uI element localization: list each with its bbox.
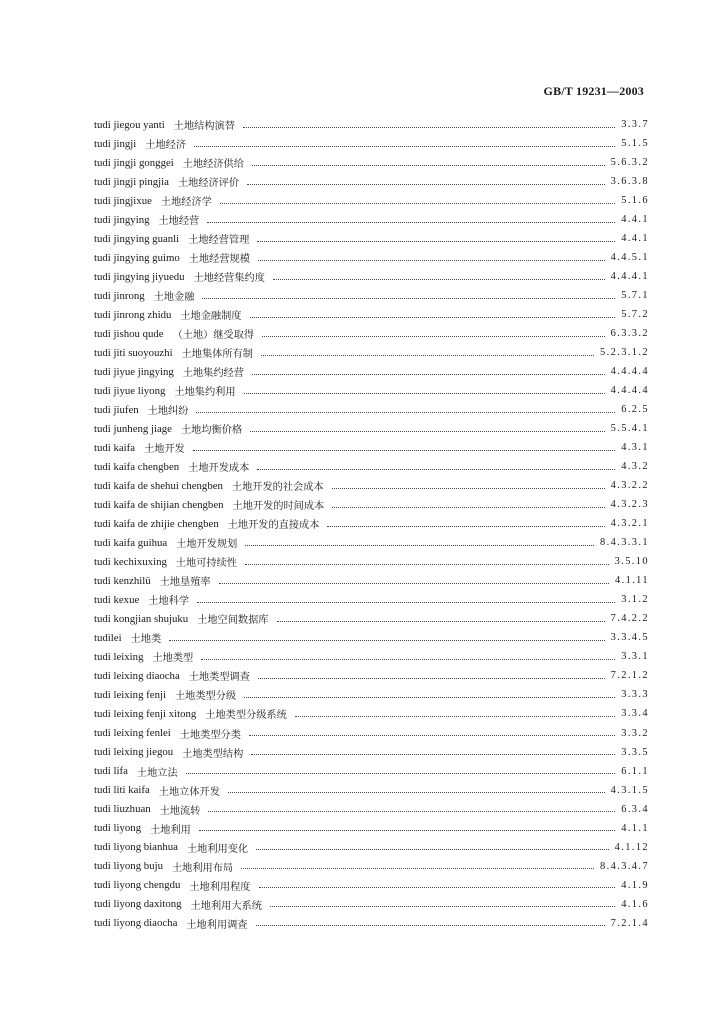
entry-pinyin: tudi kaifa guihua [94,536,168,549]
index-entry [94,704,649,723]
index-entry [94,457,649,476]
entry-term: 土地流转 [159,805,201,817]
entry-term: 土地经营 [158,216,200,228]
entry-term: 土地类型结构 [182,748,244,760]
entry-reference: 6.3.4 [621,803,649,815]
entry-reference: 4.4.4.1 [610,271,649,283]
entry-pinyin: tudi jingjixue [94,194,152,207]
entry-pinyin: tudi liyong diaocha [94,917,178,930]
entry-term: （土地）继受取得 [172,330,255,342]
entry-term: 土地类型 [152,653,194,665]
dot-leader [245,563,609,565]
page-header-standard-code: GB/T 19231—2003 [543,84,644,98]
entry-pinyin: tudi jiti suoyouzhi [94,346,173,359]
entry-pinyin: tudi kaifa [94,441,136,454]
entry-reference: 4.3.2.3 [610,499,649,511]
entry-pinyin: tudi leixing jiegou [94,746,174,759]
entry-term: 土地利用大系统 [190,900,262,912]
entry-pinyin: tudi jingying guanli [94,232,180,245]
index-entry [94,305,649,324]
entry-pinyin: tudi jiegou yanti [94,118,165,131]
index-entry [94,685,649,704]
entry-term: 土地空间数据库 [197,615,269,627]
index-entry [94,400,649,419]
index-entry [94,324,649,343]
entry-term: 土地经济 [145,140,187,152]
entry-term: 土地开发的直接成本 [227,520,320,532]
index-entry [94,381,649,400]
dot-leader [250,430,605,432]
index-entry [94,210,649,229]
index-list [94,115,649,933]
index-entry [94,533,649,552]
entry-term: 土地可持续性 [175,558,237,570]
entry-pinyin: tudi liyong chengdu [94,879,181,892]
entry-term: 土地结构演替 [173,121,235,132]
index-entry [94,647,649,666]
index-entry [94,514,649,533]
dot-leader [243,126,615,128]
entry-pinyin: tudi jiyue liyong [94,384,166,397]
entry-term: 土地立体开发 [158,786,220,798]
entry-reference: 7.4.2.2 [610,613,649,625]
dot-leader [207,221,615,223]
entry-reference: 4.4.4.4 [610,366,649,378]
entry-pinyin: tudi jishou qude [94,327,164,340]
entry-term: 土地类型调查 [188,672,250,684]
dot-leader [219,582,609,584]
index-entry [94,762,649,781]
dot-leader [196,411,615,413]
entry-reference: 4.3.2 [621,461,649,473]
entry-reference: 3.3.7 [621,119,649,130]
index-entry [94,743,649,762]
entry-term: 土地集约利用 [174,387,236,399]
dot-leader [193,449,615,451]
entry-reference: 4.1.6 [621,898,649,910]
entry-term: 土地科学 [148,596,190,608]
entry-reference: 3.3.4 [621,708,649,720]
entry-pinyin: tudi kechixuxing [94,555,167,568]
entry-term: 土地开发 [144,444,185,456]
index-entry [94,419,649,438]
dot-leader [252,164,605,166]
entry-reference: 4.3.2.1 [610,518,649,530]
dot-leader [262,335,605,337]
entry-pinyin: tudi kenzhilü [94,574,151,587]
index-entry [94,819,649,838]
dot-leader [332,506,604,508]
index-entry [94,495,649,514]
index-entry [94,286,649,305]
index-entry [94,666,649,685]
entry-reference: 3.3.3 [621,689,649,701]
index-entry [94,724,649,743]
entry-pinyin: tudi jiufen [94,403,139,416]
index-entry [94,476,649,495]
entry-pinyin: tudi kaifa de shehui chengben [94,479,223,492]
dot-leader [332,487,605,489]
entry-term: 土地开发的社会成本 [231,482,324,494]
entry-pinyin: tudi liyong daxitong [94,898,182,911]
dot-leader [256,848,609,850]
entry-reference: 7.2.1.4 [610,917,649,929]
index-entry [94,857,649,876]
entry-reference: 4.4.5.1 [610,252,649,264]
entry-term: 土地集体所有制 [181,349,253,361]
entry-reference: 5.7.1 [621,290,649,302]
dot-leader [241,867,594,869]
entry-term: 土地利用 [150,824,191,836]
entry-reference: 3.6.3.8 [610,176,649,188]
entry-pinyin: tudi leixing [94,650,144,663]
entry-pinyin: tudi leixing diaocha [94,669,180,682]
entry-pinyin: tudi liyong bianhua [94,841,178,854]
entry-pinyin: tudi leixing fenji xitong [94,707,197,720]
dot-leader [257,468,615,470]
index-entry [94,838,649,857]
entry-reference: 4.3.2.2 [610,480,649,492]
entry-term: 土地金融 [153,292,195,304]
entry-reference: 3.3.1 [621,651,649,663]
entry-pinyin: tudi liyong [94,822,142,835]
dot-leader [208,810,615,812]
entry-term: 土地均衡价格 [180,425,243,437]
entry-pinyin: tudi liuzhuan [94,803,151,816]
entry-pinyin: tudi kexue [94,593,140,606]
entry-pinyin: tudi jingji pingjia [94,175,169,188]
entry-reference: 5.1.5 [621,138,649,150]
entry-reference: 4.4.1 [621,233,649,245]
entry-reference: 4.3.1 [621,442,649,454]
entry-term: 土地纠纷 [147,406,189,418]
entry-pinyin: tudi jingying jiyuedu [94,270,185,283]
dot-leader [202,297,615,299]
index-entry [94,172,649,191]
index-entry [94,248,649,267]
entry-term: 土地垦殖率 [159,577,211,589]
dot-leader [261,354,594,356]
entry-pinyin: tudi jingying [94,213,150,226]
dot-leader [201,658,615,660]
index-entry [94,362,649,381]
dot-leader [277,620,605,622]
index-entry [94,876,649,895]
entry-term: 土地利用调查 [186,919,248,931]
entry-pinyin: tudi jingji [94,137,137,150]
dot-leader [194,145,615,147]
dot-leader [270,905,615,907]
entry-reference: 3.3.5 [621,746,649,758]
dot-leader [273,278,605,280]
entry-term: 土地金融制度 [180,311,242,323]
index-entry [94,134,649,153]
entry-pinyin: tudi liti kaifa [94,784,150,797]
entry-pinyin: tudi jinrong zhidu [94,308,172,321]
entry-pinyin: tudi jinrong [94,289,145,302]
dot-leader [251,753,615,755]
index-entry [94,552,649,571]
entry-reference: 6.1.1 [621,765,649,777]
dot-leader [259,886,616,888]
entry-term: 土地立法 [136,767,178,779]
index-entry [94,895,649,914]
entry-reference: 3.1.2 [621,594,649,606]
entry-term: 土地类 [130,634,162,646]
index-entry [94,571,649,590]
entry-reference: 6.2.5 [621,404,649,416]
entry-reference: 4.4.4.4 [610,385,649,397]
index-entry [94,343,649,362]
dot-leader [249,734,615,736]
entry-reference: 4.1.12 [614,841,649,853]
index-entry [94,153,649,172]
dot-leader [220,202,615,204]
entry-pinyin: tudi liyong buju [94,860,163,873]
entry-pinyin: tudi junheng jiage [94,422,172,435]
entry-reference: 8.4.3.4.7 [600,860,649,872]
dot-leader [250,316,616,318]
entry-reference: 4.1.1 [621,822,649,834]
index-entry [94,438,649,457]
entry-term: 土地开发规划 [176,539,238,551]
entry-term: 土地利用程度 [189,881,251,893]
dot-leader [244,696,615,698]
entry-pinyin: tudi kaifa de shijian chengben [94,498,224,511]
entry-term: 土地开发的时间成本 [232,501,325,513]
dot-leader [256,924,605,926]
index-entry [94,628,649,647]
entry-reference: 4.1.11 [615,575,649,587]
entry-term: 土地经营管理 [188,235,250,247]
index-entry [94,115,649,134]
entry-term: 土地集约经营 [182,368,244,380]
entry-pinyin: tudi jingji gonggei [94,156,174,169]
dot-leader [169,639,604,641]
entry-pinyin: tudi kaifa chengben [94,460,180,473]
entry-reference: 5.5.4.1 [610,423,649,435]
dot-leader [327,525,604,527]
entry-term: 土地类型分类 [179,729,241,741]
dot-leader [252,373,605,375]
entry-reference: 7.2.1.2 [610,670,649,682]
entry-reference: 3.3.4.5 [610,632,649,644]
entry-pinyin: tudi jiyue jingying [94,365,174,378]
entry-reference: 5.7.2 [621,309,649,321]
index-entry [94,914,649,933]
entry-term: 土地类型分级 [174,691,237,703]
entry-pinyin: tudilei [94,631,122,644]
dot-leader [186,772,616,774]
entry-pinyin: tudi jingying guimo [94,251,180,264]
index-entry [94,590,649,609]
entry-pinyin: tudi lifa [94,765,128,778]
dot-leader [197,601,615,603]
entry-term: 土地利用布局 [171,862,234,874]
index-entry [94,800,649,819]
entry-reference: 6.3.3.2 [610,328,649,340]
entry-pinyin: tudi leixing fenlei [94,727,171,739]
index-entry [94,781,649,800]
dot-leader [244,392,605,394]
entry-reference: 3.5.10 [614,556,649,568]
dot-leader [257,240,615,242]
dot-leader [245,544,594,546]
index-entry [94,229,649,248]
entry-pinyin: tudi kongjian shujuku [94,612,189,625]
entry-reference: 4.3.1.5 [610,784,649,796]
entry-term: 土地类型分级系统 [205,710,287,722]
entry-pinyin: tudi kaifa de zhijie chengben [94,517,219,530]
entry-term: 土地经济学 [160,197,212,209]
index-entry [94,267,649,286]
dot-leader [247,183,605,185]
entry-reference: 5.2.3.1.2 [600,347,649,359]
entry-term: 土地经济供给 [182,159,244,171]
entry-reference: 5.1.6 [621,195,649,207]
entry-reference: 5.6.3.2 [610,157,649,169]
entry-reference: 4.4.1 [621,214,649,226]
index-entry [94,609,649,628]
dot-leader [199,829,615,831]
entry-reference: 8.4.3.3.1 [600,537,649,549]
entry-term: 土地经营集约度 [193,273,265,285]
dot-leader [295,715,615,717]
dot-leader [258,259,605,261]
index-entry [94,191,649,210]
entry-reference: 4.1.9 [621,879,649,891]
dot-leader [228,791,605,793]
entry-term: 土地开发成本 [188,463,250,475]
entry-term: 土地经济评价 [177,178,240,190]
entry-reference: 3.3.2 [621,727,649,739]
entry-term: 土地利用变化 [186,843,249,855]
entry-term: 土地经营规模 [188,254,250,266]
dot-leader [258,677,605,679]
entry-pinyin: tudi leixing fenji [94,688,166,701]
